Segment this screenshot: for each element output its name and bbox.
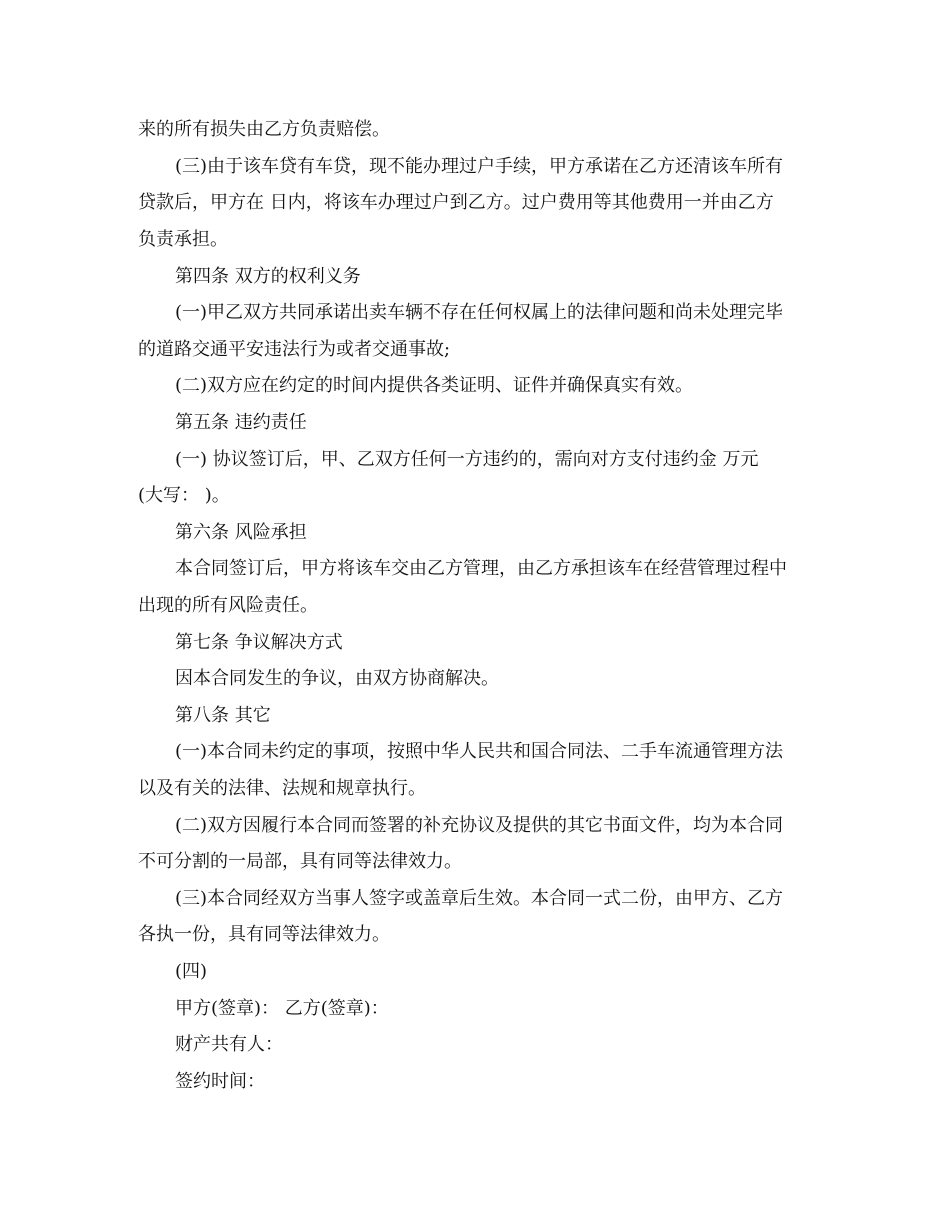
text-line: 以及有关的法律、法规和规章执行。 xyxy=(138,778,426,799)
co-owner-line: 财产共有人： xyxy=(175,1034,283,1055)
text-line: (三)本合同经双方当事人签字或盖章后生效。本合同一式二份，由甲方、乙方 xyxy=(175,888,784,909)
text-line: (四) xyxy=(175,961,208,982)
text-line: 的道路交通平安违法行为或者交通事故; xyxy=(138,339,451,360)
text-line: (大写： )。 xyxy=(138,485,230,506)
text-line: 各执一份，具有同等法律效力。 xyxy=(138,924,390,945)
text-line: 来的所有损失由乙方负责赔偿。 xyxy=(138,119,390,140)
text-line: 出现的所有风险责任。 xyxy=(138,595,318,616)
text-line: 本合同签订后，甲方将该车交由乙方管理，由乙方承担该车在经营管理过程中 xyxy=(175,558,787,579)
section-heading: 第七条 争议解决方式 xyxy=(175,632,343,653)
signing-date-line: 签约时间： xyxy=(175,1071,265,1092)
text-line: 因本合同发生的争议，由双方协商解决。 xyxy=(175,668,499,689)
text-line: (一)甲乙双方共同承诺出卖车辆不存在任何权属上的法律问题和尚未处理完毕 xyxy=(175,302,784,323)
text-line: (三)由于该车贷有车贷，现不能办理过户手续，甲方承诺在乙方还清该车所有 xyxy=(175,156,784,177)
text-line: 负责承担。 xyxy=(138,229,228,250)
text-line: 不可分割的一局部，具有同等法律效力。 xyxy=(138,851,462,872)
section-heading: 第四条 双方的权利义务 xyxy=(175,266,361,287)
text-line: (二)双方因履行本合同而签署的补充协议及提供的其它书面文件，均为本合同 xyxy=(175,815,784,836)
text-line: 贷款后，甲方在 日内，将该车办理过户到乙方。过户费用等其他费用一并由乙方 xyxy=(138,192,774,213)
signature-line: 甲方(签章)： 乙方(签章)： xyxy=(175,998,389,1019)
section-heading: 第六条 风险承担 xyxy=(175,522,307,543)
section-heading: 第八条 其它 xyxy=(175,705,271,726)
text-line: (二)双方应在约定的时间内提供各类证明、证件并确保真实有效。 xyxy=(175,375,694,396)
text-line: (一) 协议签订后，甲、乙双方任何一方违约的，需向对方支付违约金 万元 xyxy=(175,449,759,470)
section-heading: 第五条 违约责任 xyxy=(175,412,307,433)
text-line: (一)本合同未约定的事项，按照中华人民共和国合同法、二手车流通管理方法 xyxy=(175,741,784,762)
